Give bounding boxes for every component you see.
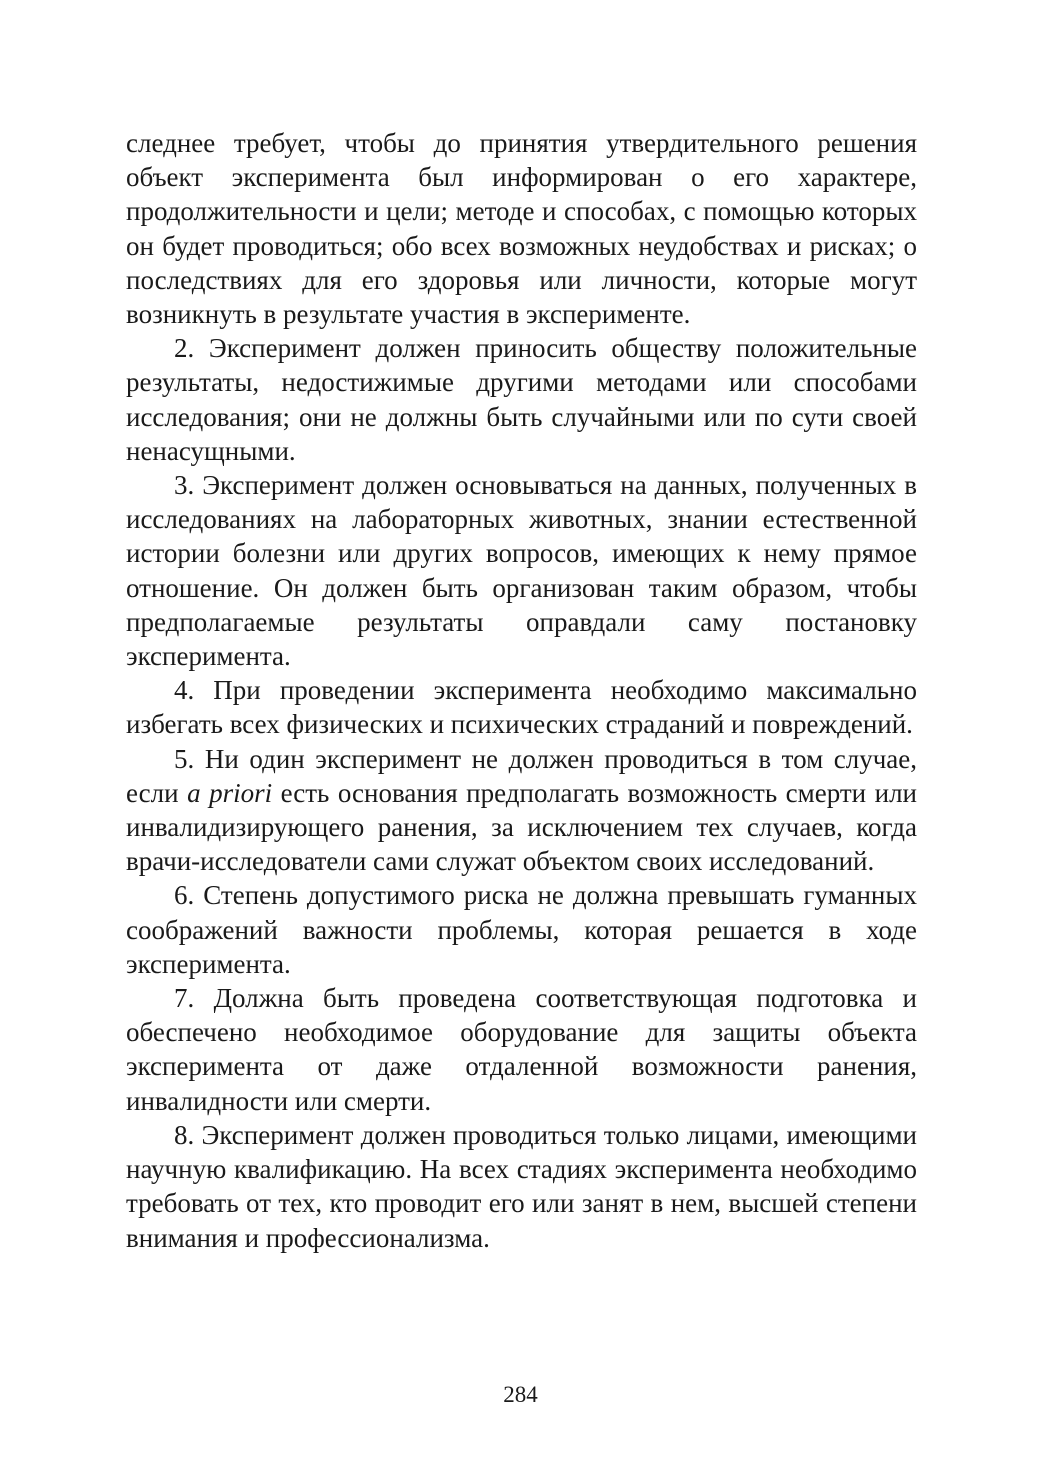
latin-phrase: a priori (187, 777, 273, 808)
paragraph-text: 8. Эксперимент должен проводиться только лицами, имеющими научную квалификацию. На всех стадиях эксперимента необходимо требовать от тех, кто проводит его или занят в нем, высшей степени внимания и профессионализма. (126, 1119, 917, 1253)
page-number: 284 (503, 1382, 538, 1407)
paragraph-text: 2. Эксперимент должен приносить обществу положительные результаты, недостижимые другими методами или способами исследования; они не должны быть случайными или по сути своей ненасущными. (126, 333, 917, 466)
paragraph-item-3 (126, 468, 917, 673)
paragraph-item-5 (126, 742, 917, 879)
paragraph-item-2 (126, 331, 917, 468)
paragraph-item-6 (126, 878, 917, 981)
page-body (126, 126, 917, 1255)
paragraph-item-7 (126, 981, 917, 1118)
paragraph-text: 4. При проведении эксперимента необходимо максимально избегать всех физических и психических страданий и повреждений. (126, 675, 917, 740)
paragraph-item-4 (126, 673, 917, 741)
paragraph-text: 3. Эксперимент должен основываться на данных, полученных в исследованиях на лабораторных животных, знании естественной истории болезни или других вопросов, имеющих к нему прямое отношение. Он должен быть организован таким образом, чтобы предполагаемые результаты оправдали саму постановку эксперимента. (126, 470, 917, 672)
paragraph-text-after: есть основания предполагать возможность смерти или инвалидизирующего ранения, за исключением тех случаев, когда врачи-исследователи сами служат объектом своих исследований. (126, 777, 917, 877)
paragraph-text: 7. Должна быть проведена соответствующая подготовка и обеспечено необходимое оборудование для защиты объекта эксперимента от даже отдаленной возможности ранения, инвалидности или смерти. (126, 983, 917, 1116)
paragraph-text-before: 5. Ни один эксперимент не должен проводиться в том случае, если (126, 743, 917, 808)
paragraph-text: следнее требует, чтобы до принятия утвердительного решения объект эксперимента был информирован о его характере, продолжительности и цели; методе и способах, с помощью которых он будет проводиться; обо всех возможных неудобствах и рисках; о последствиях для его здоровья или личности, которые могут возникнуть в результате участия в эксперименте. (126, 128, 917, 330)
paragraph-text: 6. Степень допустимого риска не должна превышать гуманных соображений важности проблемы, которая решается в ходе эксперимента. (126, 880, 917, 979)
paragraph-continuation (126, 126, 917, 331)
paragraph-item-8 (126, 1118, 917, 1255)
